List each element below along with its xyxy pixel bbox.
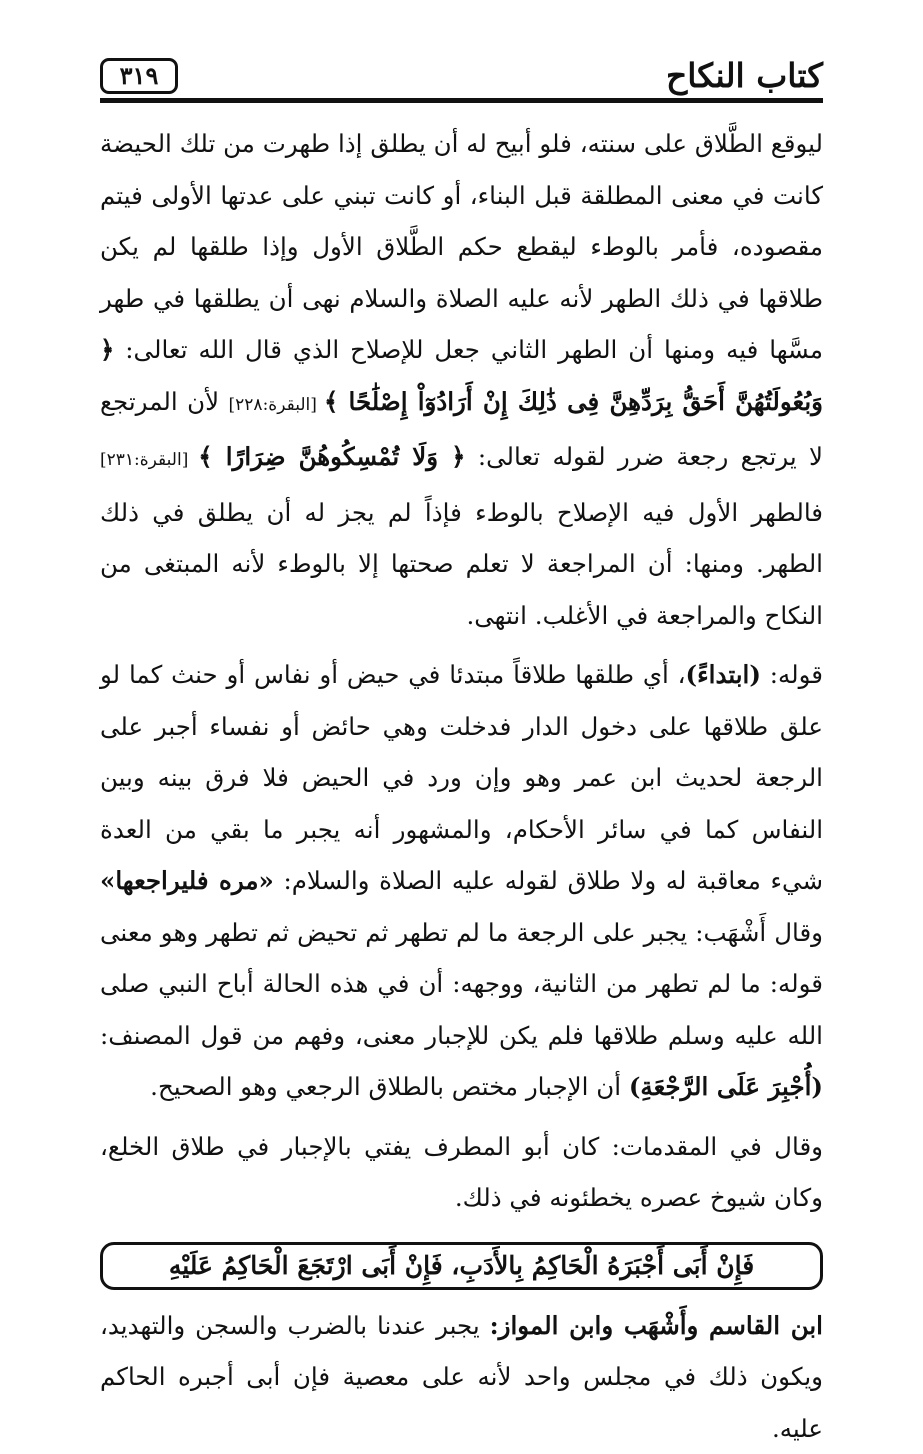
quran-verse-1: ﴿ وَبُعُولَتُهُنَّ أَحَقُّ بِرَدِّهِنَّ فِى ذَٰلِكَ إِنْ أَرَادُوٓاْ إِصْلَٰحًا ﴾ (100, 335, 823, 416)
paragraph-2-text-d: أن الإجبار مختص بالطلاق الرجعي وهو الصحيح. (150, 1072, 629, 1101)
page-header (100, 54, 823, 98)
page-number: ٣١٩ (100, 58, 178, 94)
paragraph-2-text-a: قوله: (761, 660, 823, 689)
paragraph-4 (100, 1300, 823, 1454)
page-body (100, 118, 823, 1454)
paragraph-1-text-b: لأن المرتجع لا يرتجع رجعة ضرر لقوله تعالى: (100, 387, 823, 472)
paragraph-1-text-c: فالطهر الأول فيه الإصلاح بالوطء فإذاً لم يجز له أن يطلق في ذلك الطهر. ومنها: أن المراجعة لا تعلم صحتها إلا بالوطء لأنه المبتغى من النكاح والمراجعة في الأغلب. انتهى. (100, 498, 823, 630)
header-rule (100, 98, 823, 103)
verse-reference-1: [البقرة:٢٢٨] (229, 395, 324, 415)
matn-text-box: فَإِنْ أَبَى أَجْبَرَهُ الْحَاكِمُ بِالأَدَبِ، فَإِنْ أَبَى ارْتَجَعَ الْحَاكِمُ عَلَيْهِ (100, 1242, 823, 1290)
paragraph-3: وقال في المقدمات: كان أبو المطرف يفتي بالإجبار في طلاق الخلع، وكان شيوخ عصره يخطئونه في ذلك. (100, 1121, 823, 1224)
quoted-term-ibtida: (ابتداءً) (686, 660, 761, 689)
paragraph-1 (100, 118, 823, 641)
quran-verse-2: ﴿ وَلَا تُمْسِكُوهُنَّ ضِرَارًا ﴾ (198, 442, 465, 471)
verse-reference-2: [البقرة:٢٣١] (100, 450, 198, 470)
scholar-names: ابن القاسم وأَشْهَب وابن المواز: (490, 1311, 823, 1340)
paragraph-2-text-b: ، أي طلقها طلاقاً مبتدئا في حيض أو نفاس أو حنث كما لو علق طلاقها على دخول الدار فدخلت وهي حائض أو نفساء أجبر على الرجعة لحديث ابن عمر وهو وإن ورد في الحيض فلا فرق بينه وبين النفاس كما في سائر الأحكام، والمشهور أنه يجبر ما بقي من العدة شيء معاقبة له ولا طلاق لقوله عليه الصلاة والسلام: (100, 660, 823, 895)
paragraph-4-text: يجبر عندنا بالضرب والسجن والتهديد، ويكون ذلك في مجلس واحد لأنه على معصية فإن أبى أجبره الحاكم عليه. (100, 1311, 823, 1443)
hadith-quote: «مره فليراجعها» (100, 866, 274, 895)
quoted-matn-term: (أُجْبِرَ عَلَى الرَّجْعَةِ) (629, 1072, 823, 1101)
paragraph-1-text-a: ليوقع الطَّلاق على سنته، فلو أبيح له أن يطلق إذا طهرت من تلك الحيضة كانت في معنى المطلقة قبل البناء، أو كانت تبني على عدتها الأولى فيتم مقصوده، فأمر بالوطء ليقطع حكم الطَّلاق الأول وإذا طلقها لم يكن طلاقها في ذلك الطهر لأنه عليه الصلاة والسلام نهى أن يطلقها في طهر مسَّها فيه ومنها أن الطهر الثاني جعل للإصلاح الذي قال الله تعالى: (100, 129, 823, 364)
paragraph-2-text-c: وقال أَشْهَب: يجبر على الرجعة ما لم تطهر ثم تحيض ثم تطهر وهو معنى قوله: ما لم تطهر من الثانية، ووجهه: أن في هذه الحالة أباح النبي صلى الله عليه وسلم طلاقها فلم يكن للإجبار معنى، وفهم من قول المصنف: (100, 918, 823, 1050)
chapter-title: كتاب النكاح (666, 54, 823, 98)
paragraph-2 (100, 649, 823, 1113)
